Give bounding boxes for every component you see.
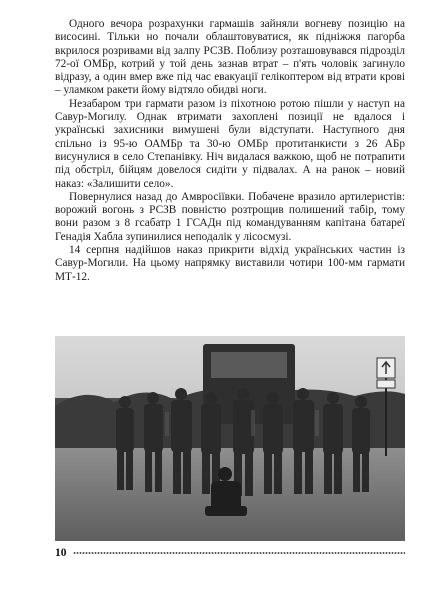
page-footer (55, 546, 405, 560)
paragraph-2: Незабаром три гармати разом із піхотною ротою пішли у наступ на Савур-Могилу. Однак втримати захоплені позиції не вдалося і українські захисники вимушені були відступати. Наступного дня спільно із 95-ю ОАМБр та 30-ю ОМБр протитанкисти з 26 АБр висунулися в село Степанівку. Ніч видалася важкою, щоб не потрапити під обстріл, бійцям довелося сидіти у підвалах. А на ранок – новий наказ: «Залишити село». (55, 97, 405, 190)
photo-soldiers (55, 336, 405, 541)
footer-dotted-rule (73, 551, 406, 555)
page-text-block (55, 18, 405, 284)
paragraph-3: Повернулися назад до Амвросіївки. Побачене вразило артилеристів: ворожий вогонь з РСЗВ повністю розтрощив полишений табір, тому вони разом з 8 гсабатр 1 ГСАДн під командуванням капітана батареї Генадія Хабла зупинилися неподалік у лісосмузі. (55, 190, 405, 243)
photo-illustration (55, 336, 405, 541)
paragraph-1: Одного вечора розрахунки гармашів зайняли вогневу позицію на висосині. Тільки но почали облаштовуватися, як підніжжя пагорба вкрилося розривами від залпу РСЗВ. Поблизу розташовувався підрозділ 72-ої ОМБр, котрий у той день зазнав втрат – п'ять чоловік загинуло відразу, а один вмер вже під час евакуації гелікоптером від втрати крові – уламком ракети йому відтяло обидві ноги. (55, 18, 405, 97)
paragraph-4: 14 серпня надійшов наказ прикрити відхід українських частин із Савур-Могили. На цьому напрямку виставили чотири 100-мм гармати МТ-12. (55, 244, 405, 283)
page-number: 10 (55, 547, 67, 559)
